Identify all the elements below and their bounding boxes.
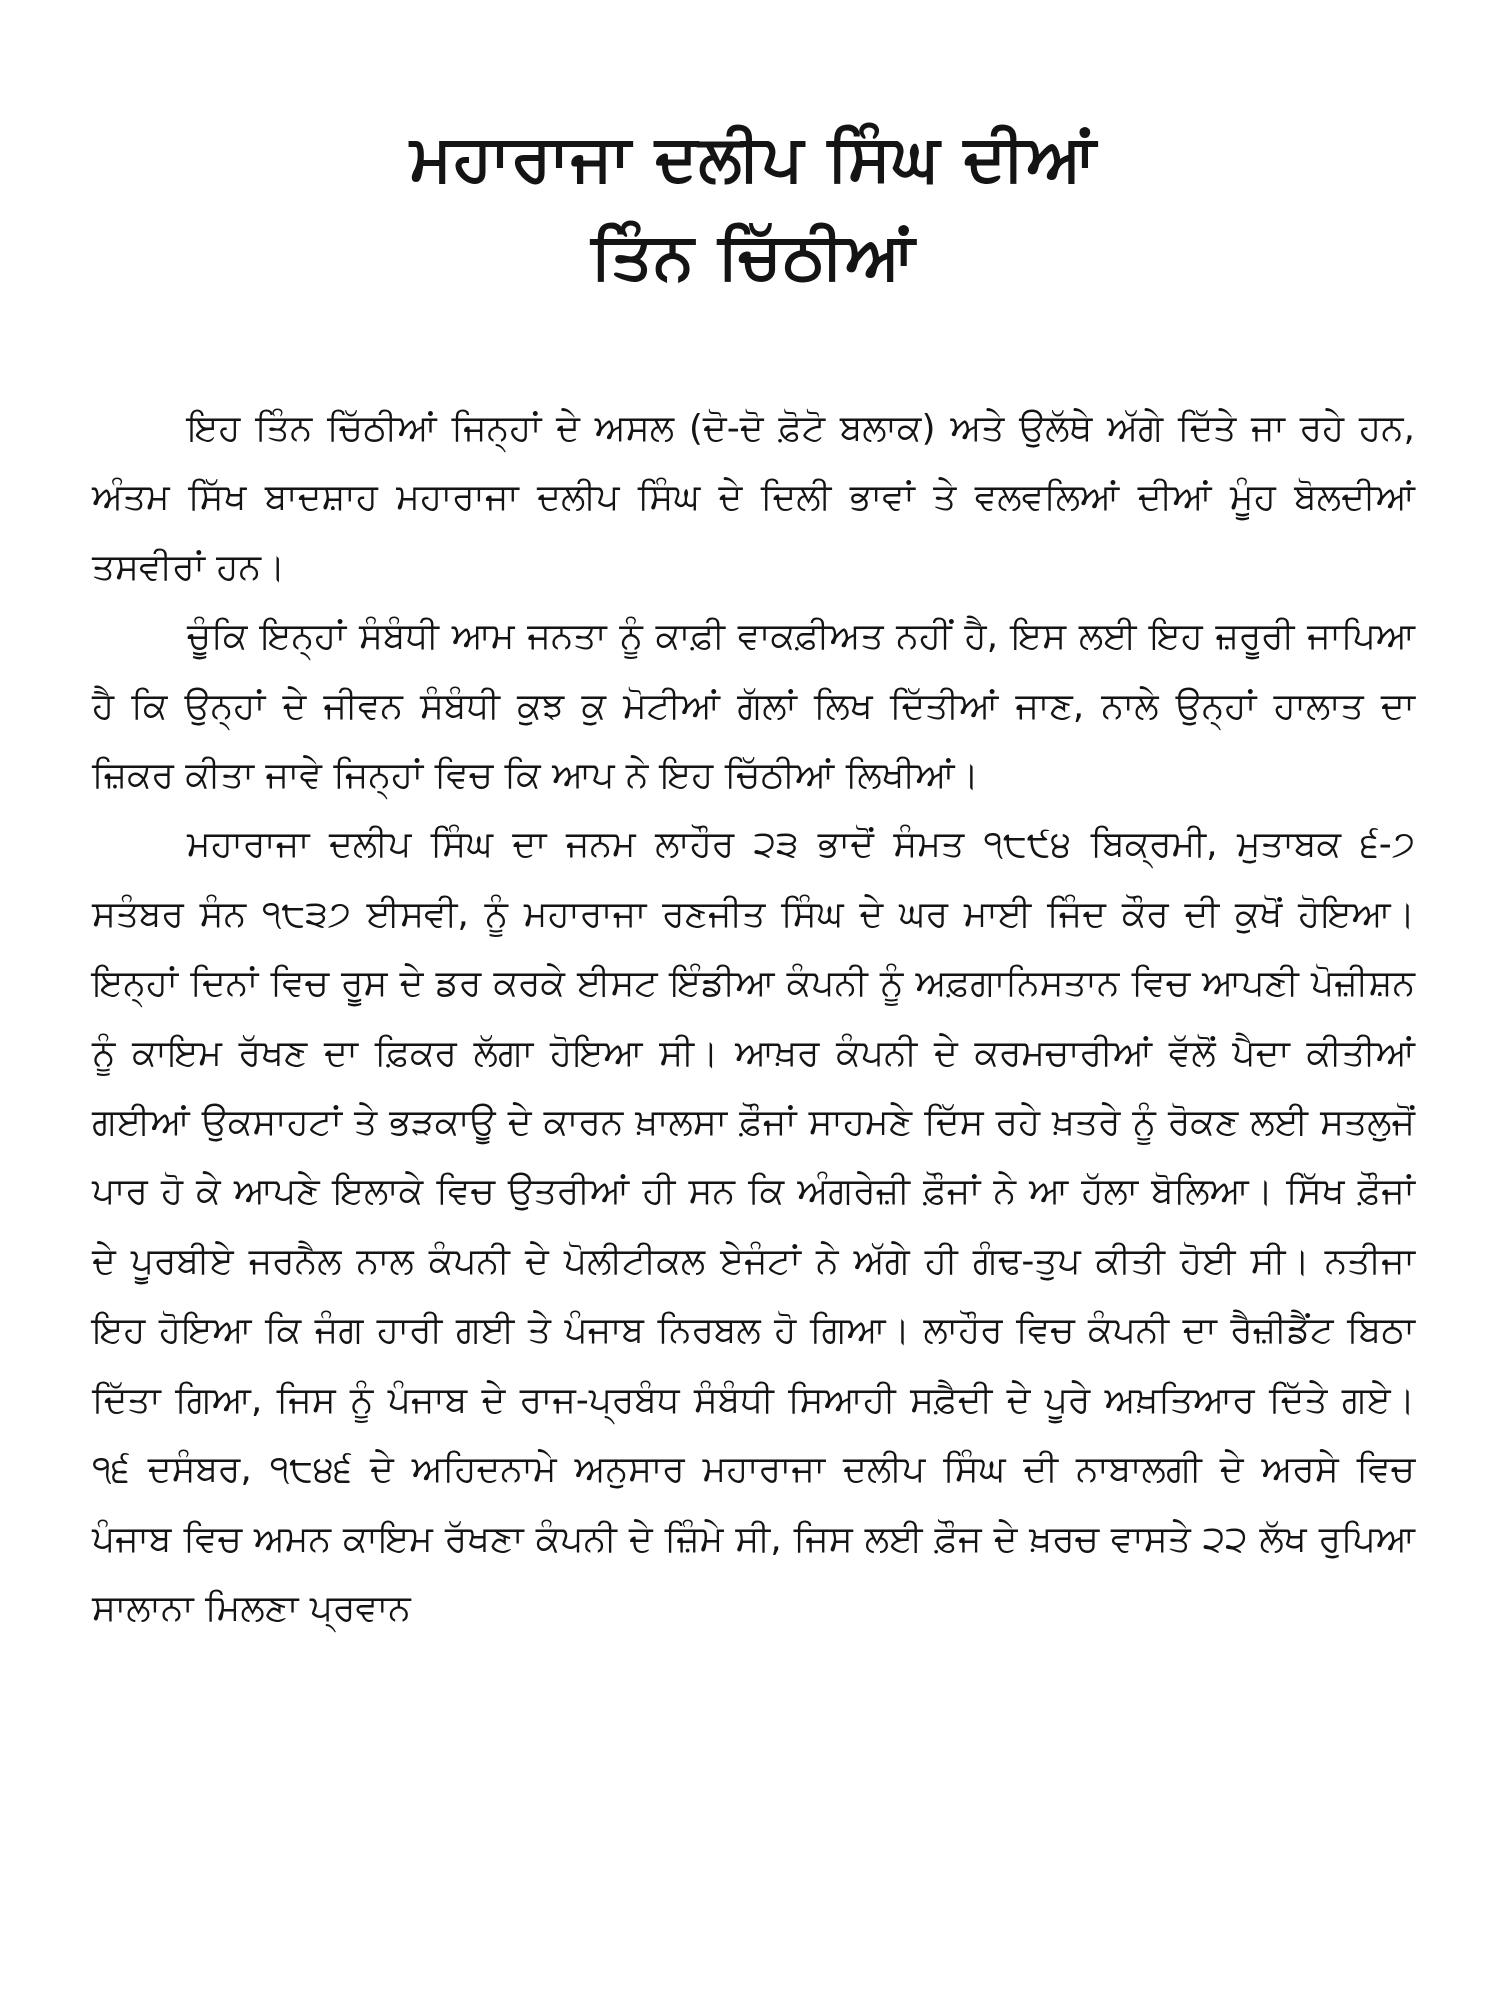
page-title [92, 110, 1415, 306]
paragraph-1: ਇਹ ਤਿੰਨ ਚਿੱਠੀਆਂ ਜਿਨ੍ਹਾਂ ਦੇ ਅਸਲ (ਦੋ-ਦੋ ਫ਼ੋਟੋ ਬਲਾਕ) ਅਤੇ ਉਲੱਥੇ ਅੱਗੇ ਦਿੱਤੇ ਜਾ ਰਹੇ ਹਨ, ਅੰਤਮ ਸਿੱਖ ਬਾਦਸ਼ਾਹ ਮਹਾਰਾਜਾ ਦਲੀਪ ਸਿੰਘ ਦੇ ਦਿਲੀ ਭਾਵਾਂ ਤੇ ਵਲਵਲਿਆਂ ਦੀਆਂ ਮੂੰਹ ਬੋਲਦੀਆਂ ਤਸਵੀਰਾਂ ਹਨ। [92, 408, 1415, 588]
title-line-2: ਤਿੰਨ ਚਿੱਠੀਆਂ [591, 220, 916, 294]
title-line-1: ਮਹਾਰਾਜਾ ਦਲੀਪ ਸਿੰਘ ਦੀਆਂ [409, 122, 1098, 196]
article-body [92, 394, 1415, 1643]
paragraph-3: ਮਹਾਰਾਜਾ ਦਲੀਪ ਸਿੰਘ ਦਾ ਜਨਮ ਲਾਹੌਰ ੨੩ ਭਾਦੋਂ ਸੰਮਤ ੧੮੯੪ ਬਿਕ੍ਰਮੀ, ਮੁਤਾਬਕ ੬-੭ ਸਤੰਬਰ ਸੰਨ ੧੮੩੭ ਈਸਵੀ, ਨੂੰ ਮਹਾਰਾਜਾ ਰਣਜੀਤ ਸਿੰਘ ਦੇ ਘਰ ਮਾਈ ਜਿੰਦ ਕੌਰ ਦੀ ਕੁਖੋਂ ਹੋਇਆ। ਇਨ੍ਹਾਂ ਦਿਨਾਂ ਵਿਚ ਰੂਸ ਦੇ ਡਰ ਕਰਕੇ ਈਸਟ ਇੰਡੀਆ ਕੰਪਨੀ ਨੂੰ ਅਫ਼ਗਾਨਿਸਤਾਨ ਵਿਚ ਆਪਣੀ ਪੋਜ਼ੀਸ਼ਨ ਨੂੰ ਕਾਇਮ ਰੱਖਣ ਦਾ ਫ਼ਿਕਰ ਲੱਗਾ ਹੋਇਆ ਸੀ। ਆਖ਼ਰ ਕੰਪਨੀ ਦੇ ਕਰਮਚਾਰੀਆਂ ਵੱਲੋਂ ਪੈਦਾ ਕੀਤੀਆਂ ਗਈਆਂ ਉਕਸਾਹਟਾਂ ਤੇ ਭੜਕਾਊ ਦੇ ਕਾਰਨ ਖ਼ਾਲਸਾ ਫ਼ੌਜਾਂ ਸਾਹਮਣੇ ਦਿੱਸ ਰਹੇ ਖ਼ਤਰੇ ਨੂੰ ਰੋਕਣ ਲਈ ਸਤਲੁਜੋਂ ਪਾਰ ਹੋ ਕੇ ਆਪਣੇ ਇਲਾਕੇ ਵਿਚ ਉਤਰੀਆਂ ਹੀ ਸਨ ਕਿ ਅੰਗਰੇਜ਼ੀ ਫ਼ੌਜਾਂ ਨੇ ਆ ਹੱਲਾ ਬੋਲਿਆ। ਸਿੱਖ ਫ਼ੌਜਾਂ ਦੇ ਪੂਰਬੀਏ ਜਰਨੈਲ ਨਾਲ ਕੰਪਨੀ ਦੇ ਪੋਲੀਟੀਕਲ ਏਜੰਟਾਂ ਨੇ ਅੱਗੇ ਹੀ ਗੰਢ-ਤੁਪ ਕੀਤੀ ਹੋਈ ਸੀ। ਨਤੀਜਾ ਇਹ ਹੋਇਆ ਕਿ ਜੰਗ ਹਾਰੀ ਗਈ ਤੇ ਪੰਜਾਬ ਨਿਰਬਲ ਹੋ ਗਿਆ। ਲਾਹੌਰ ਵਿਚ ਕੰਪਨੀ ਦਾ ਰੈਜ਼ੀਡੈਂਟ ਬਿਠਾ ਦਿੱਤਾ ਗਿਆ, ਜਿਸ ਨੂੰ ਪੰਜਾਬ ਦੇ ਰਾਜ-ਪ੍ਰਬੰਧ ਸੰਬੰਧੀ ਸਿਆਹੀ ਸਫ਼ੈਦੀ ਦੇ ਪੂਰੇ ਅਖ਼ਤਿਆਰ ਦਿੱਤੇ ਗਏ। ੧੬ ਦਸੰਬਰ, ੧੮੪੬ ਦੇ ਅਹਿਦਨਾਮੇ ਅਨੁਸਾਰ ਮਹਾਰਾਜਾ ਦਲੀਪ ਸਿੰਘ ਦੀ ਨਾਬਾਲਗੀ ਦੇ ਅਰਸੇ ਵਿਚ ਪੰਜਾਬ ਵਿਚ ਅਮਨ ਕਾਇਮ ਰੱਖਣਾ ਕੰਪਨੀ ਦੇ ਜ਼ਿੰਮੇ ਸੀ, ਜਿਸ ਲਈ ਫ਼ੌਜ ਦੇ ਖ਼ਰਚ ਵਾਸਤੇ ੨੨ ਲੱਖ ਰੁਪਿਆ ਸਾਲਾਨਾ ਮਿਲਣਾ ਪ੍ਰਵਾਨ [92, 824, 1415, 1629]
paragraph-2: ਚੂੰਕਿ ਇਨ੍ਹਾਂ ਸੰਬੰਧੀ ਆਮ ਜਨਤਾ ਨੂੰ ਕਾਫ਼ੀ ਵਾਕਫ਼ੀਅਤ ਨਹੀਂ ਹੈ, ਇਸ ਲਈ ਇਹ ਜ਼ਰੂਰੀ ਜਾਪਿਆ ਹੈ ਕਿ ਉਨ੍ਹਾਂ ਦੇ ਜੀਵਨ ਸੰਬੰਧੀ ਕੁਝ ਕੁ ਮੋਟੀਆਂ ਗੱਲਾਂ ਲਿਖ ਦਿੱਤੀਆਂ ਜਾਣ, ਨਾਲੇ ਉਨ੍ਹਾਂ ਹਾਲਾਤ ਦਾ ਜ਼ਿਕਰ ਕੀਤਾ ਜਾਵੇ ਜਿਨ੍ਹਾਂ ਵਿਚ ਕਿ ਆਪ ਨੇ ਇਹ ਚਿੱਠੀਆਂ ਲਿਖੀਆਂ। [92, 616, 1415, 797]
